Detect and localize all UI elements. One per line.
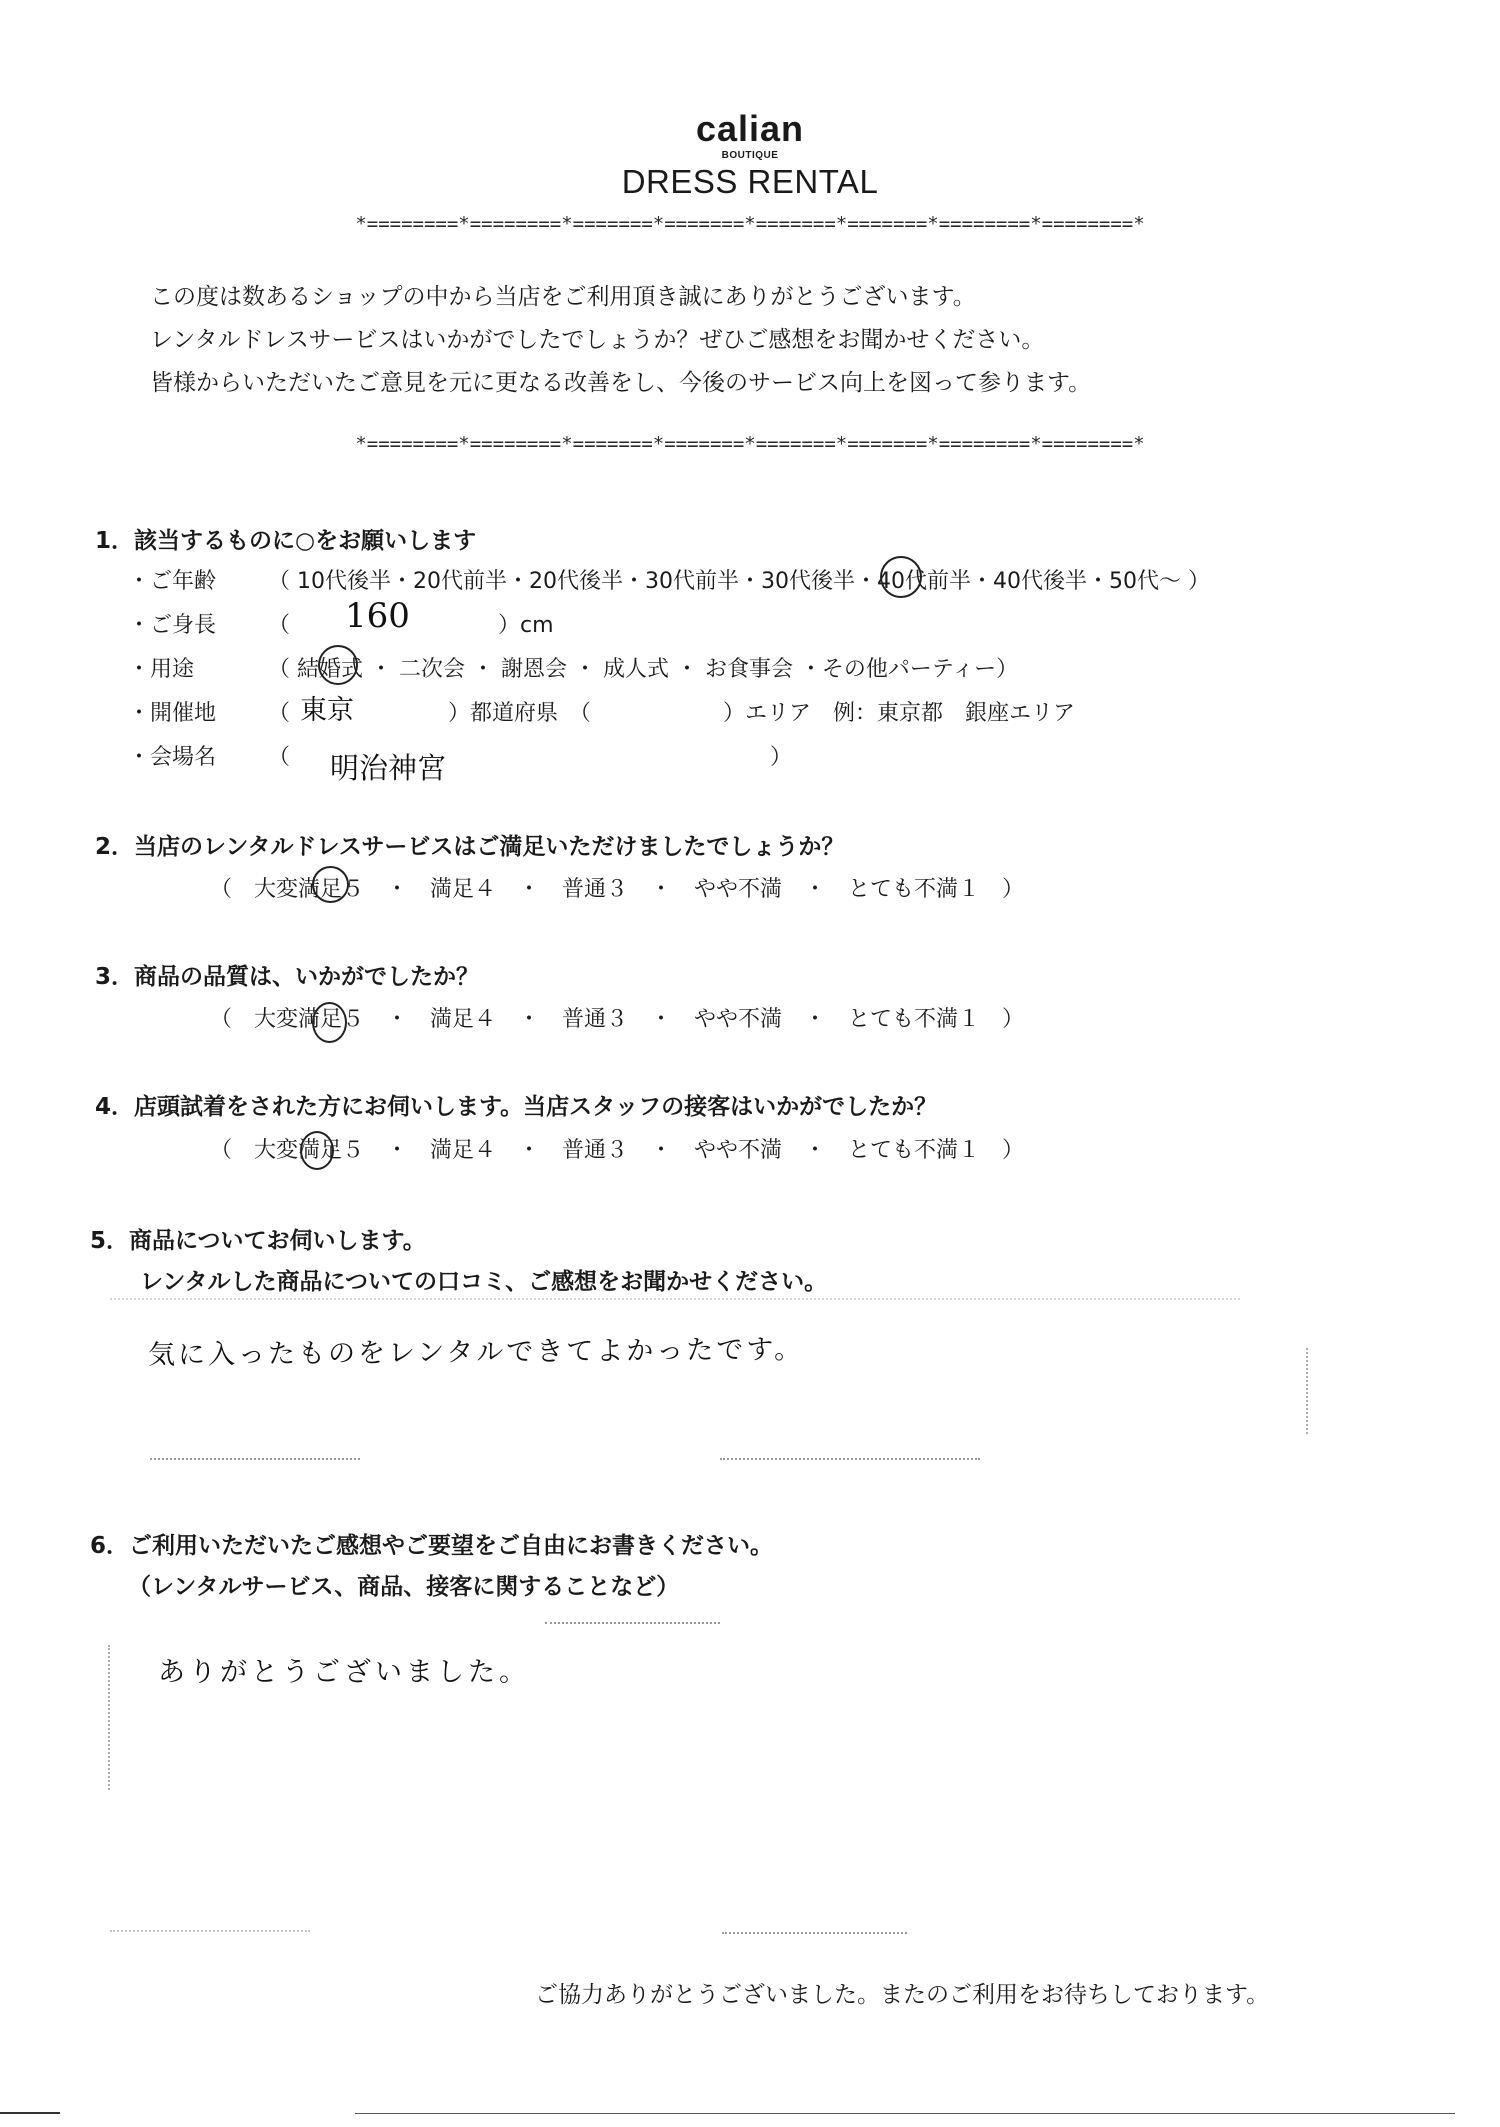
q5-box-top-edge (110, 1298, 1240, 1300)
q6-subtitle: （レンタルサービス、商品、接客に関することなど） (128, 1574, 680, 1600)
purpose-selection-circle (318, 645, 358, 685)
q2-options: （ 大変満足５ ・ 満足４ ・ 普通３ ・ やや不満 ・ とても不満１ ） (210, 877, 1025, 902)
q5-box-right-edge (1306, 1348, 1308, 1434)
height-unit: ）cm (498, 613, 554, 638)
q2-selection-circle (312, 866, 349, 903)
purpose-label: ・用途 (128, 657, 195, 682)
q4-selection-circle (300, 1131, 334, 1170)
q6-box-top-edge (545, 1622, 720, 1624)
age-label: ・ご年齢 (128, 569, 217, 594)
venue-area-value-handwritten: 東京 (300, 695, 354, 726)
q5-answer-handwritten: 気に入ったものをレンタルできてよかったです。 (147, 1334, 805, 1371)
q6-box-bottom-edge-left (110, 1930, 310, 1932)
venue-area-label: ・開催地 (128, 701, 217, 726)
venue-name-label: ・会場名 (128, 745, 217, 770)
venue-area-open-paren: （ (268, 701, 291, 726)
q6-box-bottom-edge-right (722, 1932, 907, 1934)
scan-edge-line (355, 2113, 1455, 2114)
scan-edge-mark-left (0, 2112, 60, 2114)
venue-name-value-handwritten: 明治神宮 (330, 751, 447, 785)
age-options: （ 10代後半・20代前半・20代後半・30代前半・30代後半・40代前半・40代後半・50代〜 ） (268, 569, 1210, 594)
intro-line-3: 皆様からいただいたご意見を元に更なる改善をし、今後のサービス向上を図って参ります。 (150, 370, 1092, 396)
height-open-paren: （ (268, 613, 291, 638)
purpose-options: （ 結婚式 ・ 二次会 ・ 謝恩会 ・ 成人式 ・ お食事会 ・その他パーティー） (268, 657, 1019, 682)
q2-title: 2．当店のレンタルドレスサービスはご満足いただけましたでしょうか？ (95, 834, 845, 860)
q4-title: 4．店頭試着をされた方にお伺いします。当店スタッフの接客はいかがでしたか？ (95, 1094, 938, 1120)
q6-answer-handwritten: ありがとうございました。 (158, 1657, 530, 1688)
venue-name-open-paren: （ (268, 745, 291, 770)
separator-top: *========*========*=======*=======*=======*=======*========*========* (355, 213, 1145, 235)
service-title: DRESS RENTAL (621, 163, 879, 200)
q5-subtitle: レンタルした商品についての口コミ、ご感想をお聞かせください。 (140, 1269, 828, 1295)
intro-line-1: この度は数あるショップの中から当店をご利用頂き誠にありがとうございます。 (150, 284, 976, 310)
q1-title: 1．該当するものに○をお願いします (95, 528, 477, 554)
q5-box-bottom-edge-right (720, 1458, 980, 1460)
brand-sub-logo: BOUTIQUE (721, 150, 779, 161)
height-value-handwritten: 160 (345, 596, 410, 636)
brand-logo: calian (695, 108, 805, 149)
q3-selection-circle (312, 1002, 347, 1043)
q6-title: 6．ご利用いただいたご感想やご要望をご自由にお書きください。 (90, 1533, 774, 1559)
venue-area-prefecture: ）都道府県 （ ）エリア 例：東京都 銀座エリア (448, 701, 1076, 726)
q3-title: 3．商品の品質は、いかがでしたか？ (95, 964, 480, 990)
separator-bottom: *========*========*=======*=======*=======*=======*========*========* (355, 433, 1145, 455)
venue-name-close-paren: ） (770, 745, 793, 770)
q4-options: （ 大変満足５ ・ 満足４ ・ 普通３ ・ やや不満 ・ とても不満１ ） (210, 1138, 1025, 1163)
closing-message: ご協力ありがとうございました。またのご利用をお待ちしております。 (535, 1982, 1270, 2008)
height-label: ・ご身長 (128, 613, 217, 638)
q5-box-bottom-edge-left (150, 1458, 360, 1460)
q3-options: （ 大変満足５ ・ 満足４ ・ 普通３ ・ やや不満 ・ とても不満１ ） (210, 1007, 1025, 1032)
q5-title: 5．商品についてお伺いします。 (90, 1228, 426, 1254)
q6-box-left-edge (108, 1645, 110, 1790)
intro-line-2: レンタルドレスサービスはいかがでしたでしょうか？ぜひご感想をお聞かせください。 (150, 327, 1045, 353)
age-selection-circle (880, 556, 922, 598)
